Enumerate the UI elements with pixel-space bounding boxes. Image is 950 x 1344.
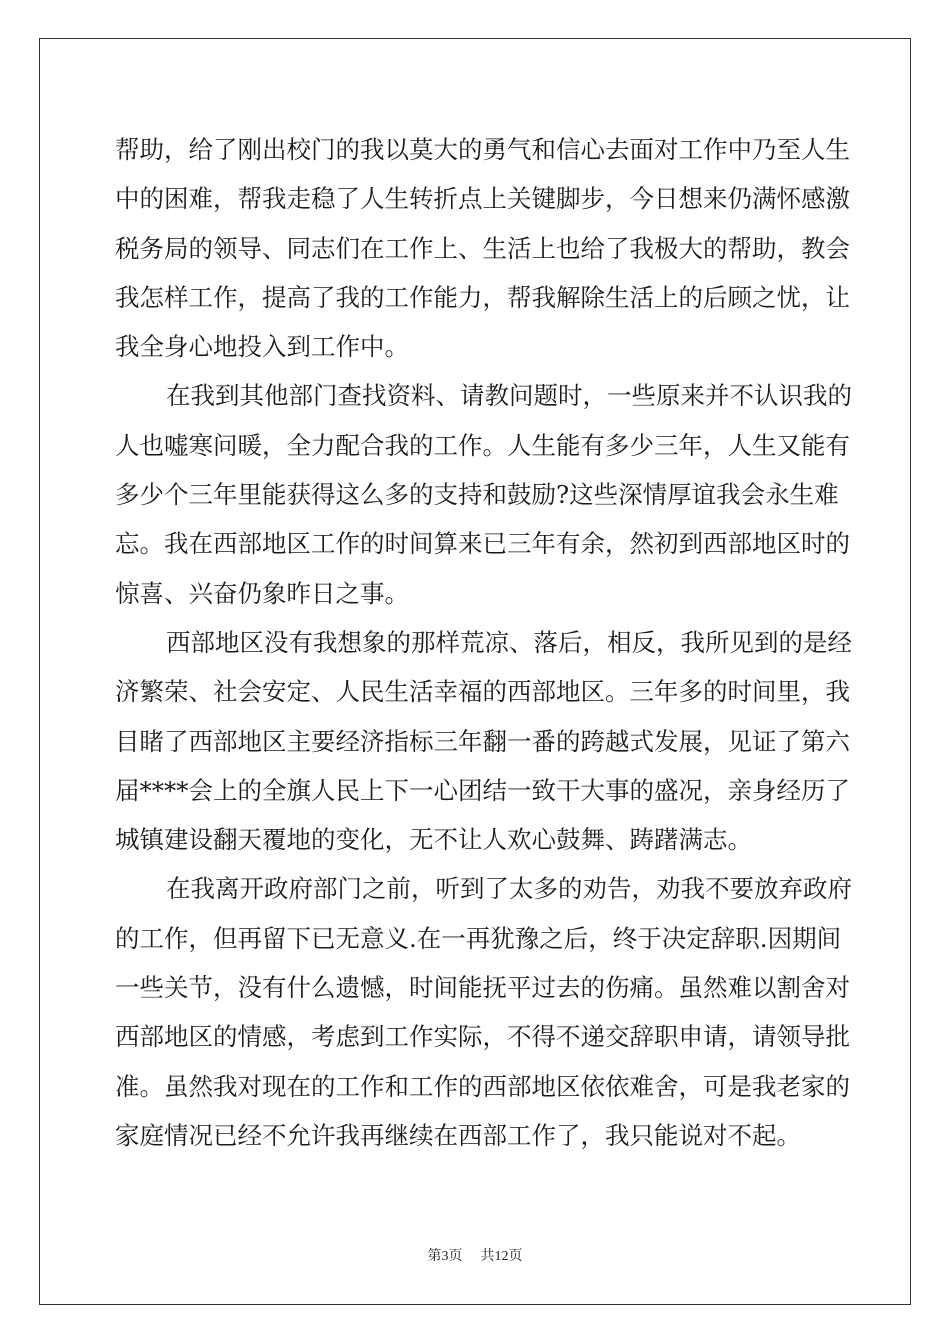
paragraph — [115, 371, 852, 617]
text-line: 税务局的领导、同志们在工作上、生活上也给了我极大的帮助，教会 — [115, 233, 850, 263]
text-line: 济繁荣、社会安定、人民生活幸福的西部地区。三年多的时间里，我 — [115, 677, 850, 707]
text-line: 帮助，给了刚出校门的我以莫大的勇气和信心去面对工作中乃至人生 — [115, 135, 850, 164]
paragraph — [115, 864, 852, 1160]
text-line: 中的困难，帮我走稳了人生转折点上关键脚步，今日想来仍满怀感激 — [115, 184, 850, 214]
text-line: 届****会上的全旗人民上下一心团结一致干大事的盛况，亲身经历了 — [115, 775, 850, 805]
text-line: 惊喜、兴奋仍象昨日之事。 — [115, 578, 409, 608]
text-line: 城镇建设翻天覆地的变化，无不让人欢心鼓舞、踌躇满志。 — [115, 825, 752, 855]
total-prefix: 共 — [480, 1248, 495, 1264]
total-pages: 12 — [494, 1249, 509, 1264]
text-line: 准。虽然我对现在的工作和工作的西部地区依依难舍，可是我老家的 — [115, 1071, 850, 1101]
document-body — [115, 125, 852, 1160]
text-line: 目睹了西部地区主要经济指标三年翻一番的跨越式发展，见证了第六 — [115, 726, 850, 756]
paragraph — [115, 125, 850, 371]
text-line: 西部地区的情感，考虑到工作实际，不得不递交辞职申请，请领导批 — [115, 1022, 850, 1052]
text-line: 我怎样工作，提高了我的工作能力，帮我解除生活上的后顾之忧，让 — [115, 282, 850, 312]
text-line: 忘。我在西部地区工作的时间算来已三年有余，然初到西部地区时的 — [115, 529, 850, 559]
text-line: 一些关节，没有什么遗憾，时间能抚平过去的伤痛。虽然难以割舍对 — [115, 973, 850, 1003]
text-line: 的工作，但再留下已无意义.在一再犹豫之后，终于决定辞职.因期间 — [115, 923, 842, 953]
text-line: 西部地区没有我想象的那样荒凉、落后，相反，我所见到的是经 — [166, 627, 852, 657]
page-suffix: 页 — [448, 1248, 463, 1264]
text-line: 在我离开政府部门之前，听到了太多的劝告，劝我不要放弃政府 — [166, 874, 852, 904]
text-line: 我全身心地投入到工作中。 — [115, 332, 409, 362]
page-footer — [0, 1246, 950, 1267]
total-suffix: 页 — [508, 1248, 523, 1264]
text-line: 多少个三年里能获得这么多的支持和鼓励?这些深情厚谊我会永生难 — [115, 480, 839, 510]
page-number: 3 — [441, 1249, 449, 1264]
text-line: 在我到其他部门查找资料、请教问题时，一些原来并不认识我的 — [166, 381, 852, 411]
text-line: 家庭情况已经不允许我再继续在西部工作了，我只能说对不起。 — [115, 1120, 801, 1150]
paragraph — [115, 618, 852, 864]
page-prefix: 第 — [427, 1248, 442, 1264]
text-line: 人也嘘寒问暖，全力配合我的工作。人生能有多少三年，人生又能有 — [115, 430, 850, 460]
